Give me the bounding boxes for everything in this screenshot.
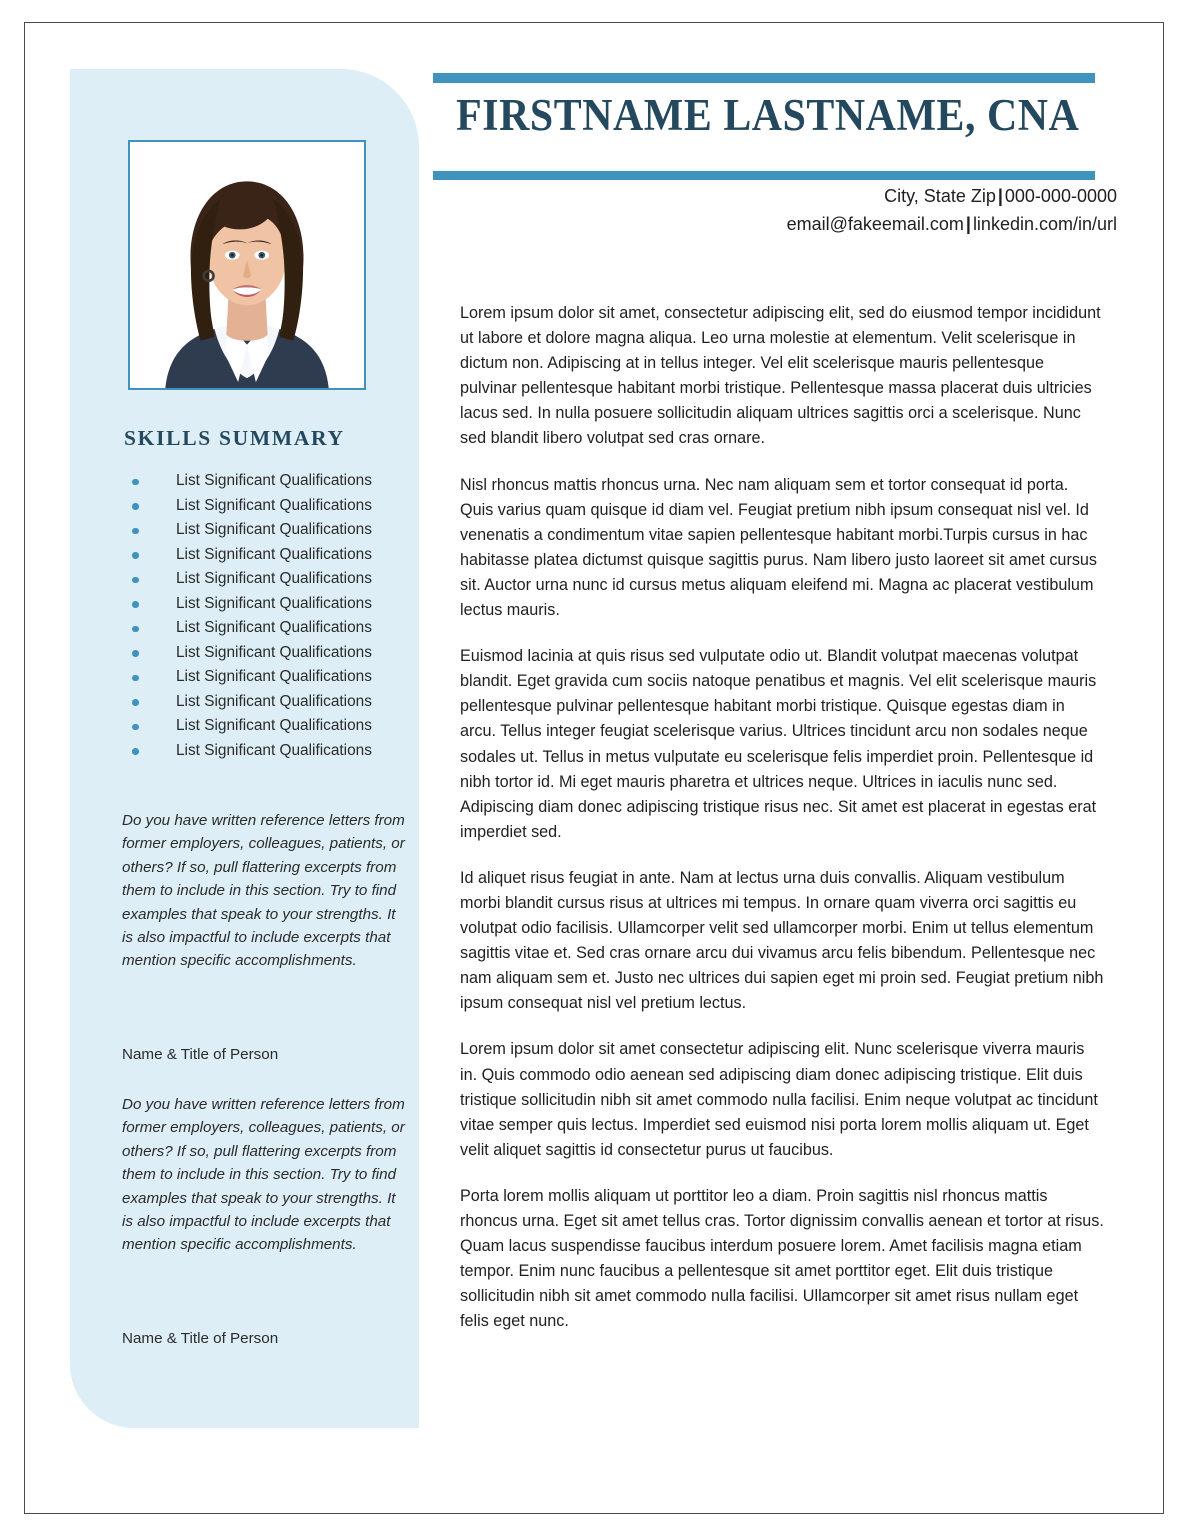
- bullet-icon: [132, 626, 139, 633]
- bullet-icon: [132, 552, 139, 559]
- skill-label: List Significant Qualifications: [176, 717, 372, 734]
- skill-item: [124, 739, 414, 764]
- skill-item: [124, 665, 414, 690]
- skill-label: List Significant Qualifications: [176, 521, 372, 538]
- body-paragraph: Lorem ipsum dolor sit amet consectetur adipiscing elit. Nunc scelerisque viverra mauris in. Quis commodo odio aenean sed adipiscing diam donec adipiscing tristique. Elit duis tristique sollicitudin nibh sit amet commodo nulla facilisi. Enim neque volutpat ac tincidunt vitae semper quis lectus. Imperdiet sed euismod nisi porta lorem mollis aliquam ut. Eget velit aliquet sagittis id consectetur purus ut faucibus.: [460, 1040, 1098, 1159]
- skill-label: List Significant Qualifications: [176, 619, 372, 636]
- skill-label: List Significant Qualifications: [176, 472, 372, 489]
- bullet-icon: [132, 601, 139, 608]
- header-rule-bottom: [433, 171, 1095, 180]
- bullet-icon: [132, 479, 139, 486]
- skill-label: List Significant Qualifications: [176, 643, 372, 661]
- resume-page: [24, 22, 1164, 1514]
- skills-summary-heading: SKILLS SUMMARY: [124, 426, 345, 450]
- skill-item: [124, 543, 414, 568]
- contact-location: City, State Zip: [884, 186, 996, 206]
- skill-item: [124, 592, 414, 617]
- reference-quote: Do you have written reference letters from former employers, colleagues, patients, or others? If so, pull flattering excerpts from them to include in this section. Try to find examples that speak to your strengths. It is also impactful to include excerpts that mention specific accomplishments.: [122, 1096, 405, 1254]
- reference-attribution: Name & Title of Person: [122, 1046, 279, 1063]
- skill-item: [124, 469, 414, 494]
- skill-item: [124, 567, 414, 592]
- contact-separator: |: [965, 214, 971, 234]
- resume-body: [460, 301, 1105, 1355]
- skill-label: List Significant Qualifications: [176, 496, 372, 514]
- header-rule-top: [433, 73, 1095, 83]
- body-paragraph: Lorem ipsum dolor sit amet, consectetur adipiscing elit, sed do eiusmod tempor incididunt ut labore et dolore magna aliqua. Leo urna molestie at elementum. Velit scelerisque in dictum non. Adipiscing at in tellus integer. Vel elit scelerisque mauris pellentesque pulvinar pellentesque habitant morbi tristique. Pellentesque massa placerat duis ultricies lacus sed. In nulla posuere sollicitudin aliquam ultrices sagittis orci a scelerisque. Nunc sed blandit libero volutpat sed cras ornare.: [460, 304, 1101, 448]
- portrait-illustration: [130, 142, 364, 388]
- contact-email[interactable]: email@fakeemail.com: [786, 214, 964, 234]
- reference-attribution: Name & Title of Person: [122, 1330, 279, 1347]
- skill-label: List Significant Qualifications: [176, 668, 372, 685]
- contact-location-phone: [455, 186, 1117, 207]
- contact-linkedin[interactable]: linkedin.com/in/url: [972, 214, 1117, 234]
- page-title: FIRSTNAME LASTNAME, CNA: [456, 90, 1080, 140]
- bullet-icon: [132, 528, 139, 535]
- skill-item: [124, 616, 414, 641]
- contact-separator: |: [997, 186, 1003, 206]
- skill-label: List Significant Qualifications: [176, 594, 372, 612]
- bullet-icon: [132, 503, 139, 510]
- reference-quote: Do you have written reference letters from former employers, colleagues, patients, or others? If so, pull flattering excerpts from them to include in this section. Try to find examples that speak to your strengths. It is also impactful to include excerpts that mention specific accomplishments.: [122, 812, 405, 970]
- body-paragraph: Porta lorem mollis aliquam ut porttitor leo a diam. Proin sagittis nisl rhoncus mattis rhoncus urna. Eget sit amet tellus cras. Tortor dignissim convallis aenean et tortor at risus. Quam lacus suspendisse faucibus interdum posuere lorem. Amet facilisis magna etiam tempor. Enim nunc faucibus a pellentesque sit amet porttitor eget. Elit duis tristique sollicitudin nibh sit amet commodo nulla facilisi. Ullamcorper sit amet risus nullam eget felis eget nunc.: [460, 1186, 1104, 1331]
- skill-label: List Significant Qualifications: [176, 741, 372, 759]
- skill-label: List Significant Qualifications: [176, 570, 372, 587]
- bullet-icon: [132, 724, 139, 731]
- body-paragraph: Nisl rhoncus mattis rhoncus urna. Nec nam aliquam sem et tortor consequat id porta. Quis varius quam quisque id diam vel. Feugiat pretium nibh ipsum consequat nisl vel. Id venenatis a condimentum vitae sapien pellentesque habitant morbi.Turpis cursus in hac habitasse platea dictumst quisque sagittis purus. Nam libero justo laoreet sit amet cursus sit. Auctor urna nunc id cursus metus aliquam eleifend mi. Magna ac placerat vestibulum lectus mauris.: [460, 475, 1098, 620]
- skill-item: [124, 494, 414, 519]
- skill-item: [124, 518, 414, 543]
- skill-label: List Significant Qualifications: [176, 692, 372, 710]
- sidebar-panel: [70, 69, 419, 1428]
- contact-phone: 000-000-0000: [1004, 186, 1117, 206]
- bullet-icon: [132, 699, 139, 706]
- bullet-icon: [132, 650, 139, 657]
- skill-label: List Significant Qualifications: [176, 545, 372, 563]
- body-paragraph: Id aliquet risus feugiat in ante. Nam at lectus urna duis convallis. Aliquam vestibulum morbi blandit cursus risus at ultrices mi tempus. In ornare quam viverra orci sagittis eu volutpat odio facilisis. Ullamcorper velit sed ullamcorper morbi. Enim ut tellus elementum sagittis vitae et. Sed cras ornare arcu dui vivamus arcu felis bibendum. Pellentesque nec nam aliquam sem et. Justo nec ultrices dui sapien eget mi proin sed. Feugiat pretium nibh ipsum consequat nisl vel pretium lectus.: [460, 868, 1104, 1013]
- body-paragraph: Euismod lacinia at quis risus sed vulputate odio ut. Blandit volutpat maecenas volutpat blandit. Eget gravida cum sociis natoque penatibus et magnis. Vel elit scelerisque mauris pellentesque pulvinar pellentesque habitant morbi tristique. Quisque egestas diam in arcu. Tellus integer feugiat scelerisque varius. Ultrices tincidunt arcu non sodales neque sodales ut. Tellus in metus vulputate eu scelerisque felis imperdiet proin. Pellentesque id nibh tortor id. Mi eget mauris pharetra et ultrices neque. Ultrices in iaculis nunc sed. Adipiscing diam donec adipiscing tristique risus nec. Sit amet est placerat in egestas erat imperdiet sed.: [460, 647, 1097, 841]
- skills-list: [124, 469, 414, 763]
- skill-item: [124, 641, 414, 666]
- contact-email-linkedin: [455, 214, 1117, 235]
- skill-item: [124, 690, 414, 715]
- bullet-icon: [132, 577, 139, 584]
- bullet-icon: [132, 675, 139, 682]
- skill-item: [124, 714, 414, 739]
- bullet-icon: [132, 748, 139, 755]
- headshot-photo: [128, 140, 366, 390]
